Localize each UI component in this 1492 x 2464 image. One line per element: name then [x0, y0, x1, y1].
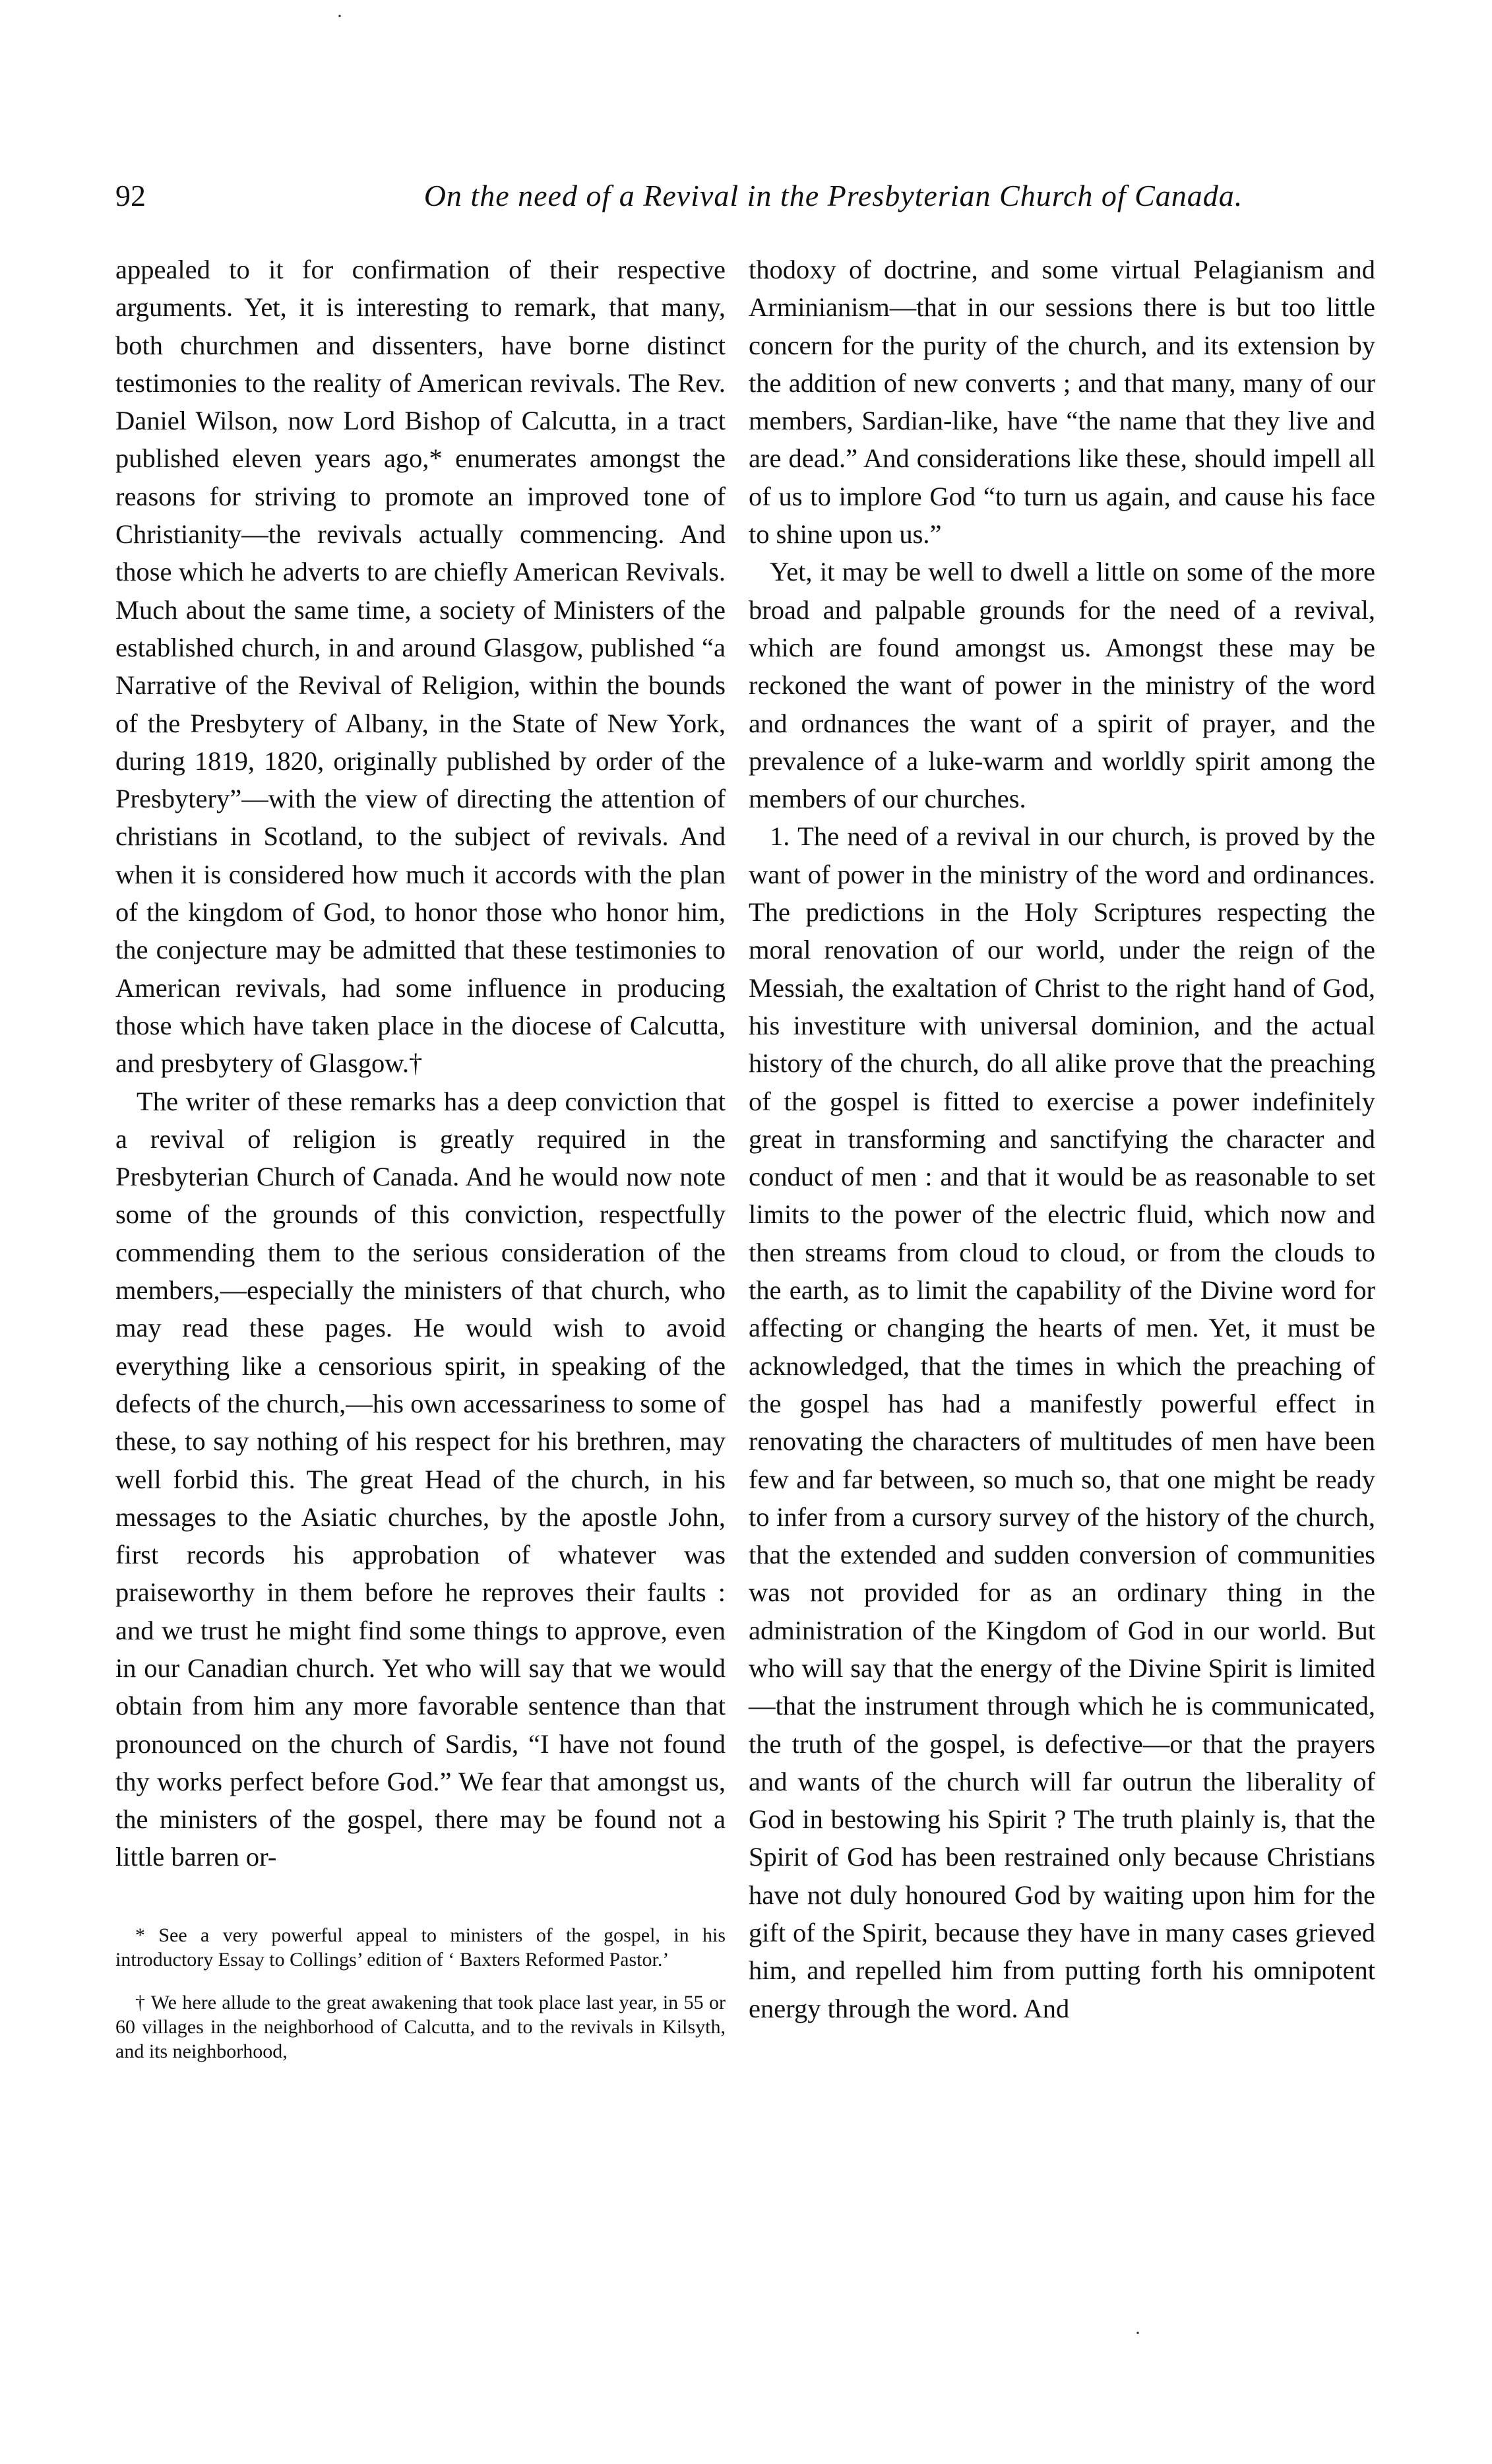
footnote-2: † We here allude to the great awakening that took place last year, in 55 or 60 villages in the neighborhood of Calcutta, and to the revivals in Kilsyth, and its neighborhood,: [115, 1992, 726, 2062]
right-paragraph-1: thodoxy of doctrine, and some virtual Pelagianism and Arminianism—that in our sessions there is but too little concern for the purity of the church, and its extension by the addition of new converts ; and that many, many of our members, Sardian-like, have “the name that they live and are dead.” And considerations like these, should impell all of us to implore God “to turn us again, and cause his face to shine upon us.”: [749, 255, 1375, 550]
speck-mark-top: ·: [336, 5, 343, 27]
footnote-1: * See a very powerful appeal to ministers of the gospel, in his introductory Essay to Collings’ edition of ‘ Baxters Reformed Pastor.’: [115, 1924, 726, 1971]
page-number: 92: [115, 179, 146, 212]
speck-mark-bottom: ·: [1135, 2322, 1141, 2344]
right-column: [749, 251, 1375, 2027]
right-paragraph-2: Yet, it may be well to dwell a little on some of the more broad and palpable grounds for the need of a revival, which are found amongst us. Amongst these may be reckoned the want of power in the ministry of the word and ordnances the want of a spirit of prayer, and the prevalence of a luke-warm and worldly spirit among the members of our churches.: [749, 557, 1375, 814]
left-paragraph-2: The writer of these remarks has a deep conviction that a revival of religion is greatly required in the Presbyterian Church of Canada. And he would now note some of the grounds of this conviction, respectfully commending them to the serious consideration of the members,—especially the ministers of that church, who may read these pages. He would wish to avoid everything like a censorious spirit, in speaking of the defects of the church,—his own accessariness to some of these, to say nothing of his respect for his brethren, may well forbid this. The great Head of the church, in his messages to the Asiatic churches, by the apostle John, first records his approbation of whatever was praiseworthy in them before he reproves their faults : and we trust he might find some things to approve, even in our Canadian church. Yet who will say that we would obtain from him any more favorable sentence than that pronounced on the church of Sardis, “I have not found thy works perfect before God.” We fear that amongst us, the ministers of the gospel, there may be found not a little barren or-: [115, 1086, 726, 1872]
running-title: On the need of a Revival in the Presbyterian Church of Canada.: [423, 179, 1243, 212]
left-column: [115, 251, 726, 1876]
footnotes: [115, 1923, 726, 2082]
left-paragraph-1: appealed to it for confirmation of their respective arguments. Yet, it is interesting to remark, that many, both churchmen and dissenters, have borne distinct testimonies to the reality of American revivals. The Rev. Daniel Wilson, now Lord Bishop of Calcutta, in a tract published eleven years ago,* enumerates amongst the reasons for striving to promote an improved tone of Christianity—the revivals actually commencing. And those which he adverts to are chiefly American Revivals. Much about the same time, a society of Ministers of the established church, in and around Glasgow, published “a Narrative of the Revival of Religion, within the bounds of the Presbytery of Albany, in the State of New York, during 1819, 1820, originally published by order of the Presbytery”—with the view of directing the attention of christians in Scotland, to the subject of revivals. And when it is considered how much it accords with the plan of the kingdom of God, to honor those who honor him, the conjecture may be admitted that these testimonies to American revivals, had some influence in producing those which have taken place in the diocese of Calcutta, and presbytery of Glasgow.†: [115, 255, 726, 1079]
page-header: [115, 178, 1386, 231]
right-paragraph-3: 1. The need of a revival in our church, is proved by the want of power in the ministry of the word and ordinances. The predictions in the Holy Scriptures respecting the moral renovation of our world, under the reign of the Messiah, the exaltation of Christ to the right hand of God, his investiture with universal dominion, and the actual history of the church, do all alike prove that the preaching of the gospel is fitted to exercise a power indefinitely great in transforming and sanctifying the character and conduct of men : and that it would be as reasonable to set limits to the power of the electric fluid, which now and then streams from cloud to cloud, or from the clouds to the earth, as to limit the capability of the Divine word for affecting or changing the hearts of men. Yet, it must be acknowledged, that the times in which the preaching of the gospel has had a manifestly powerful effect in renovating the characters of multitudes of men have been few and far between, so much so, that one might be ready to infer from a cursory survey of the history of the church, that the extended and sudden conversion of communities was not provided for as an ordinary thing in the administration of the Kingdom of God in our world. But who will say that the energy of the Divine Spirit is limited—that the instrument through which he is communicated, the truth of the gospel, is defective—or that the prayers and wants of the church will far outrun the liberality of God in bestowing his Spirit ? The truth plainly is, that the Spirit of God has been restrained only because Christians have not duly honoured God by waiting upon him for the gift of the Spirit, because they have in many cases grieved him, and repelled him from putting forth his omnipotent energy through the word. And: [749, 821, 1375, 2023]
